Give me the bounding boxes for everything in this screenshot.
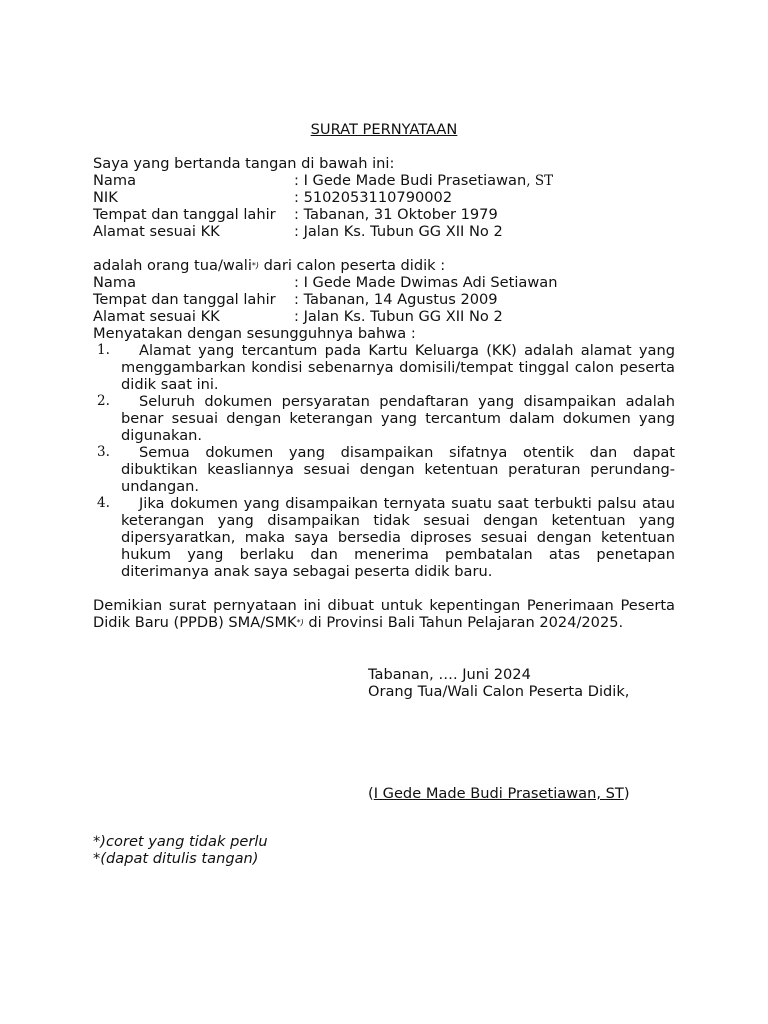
statement-item: 1. Alamat yang tercantum pada Kartu Keluarga (KK) adalah alamat yang menggambarkan kondisi sebenarnya domisili/tempat tinggal calon peserta didik saat ini. [97,342,675,393]
child-identity-section [93,257,675,580]
parent-identity-section [93,155,675,240]
parent-birth-row: Tempat dan tanggal lahir : Tabanan, 31 Oktober 1979 [93,206,498,223]
child-address-row: Alamat sesuai KK : Jalan Ks. Tubun GG XII No 2 [93,308,503,325]
relation-text: adalah orang tua/wali*) dari calon peserta didik : [93,257,446,274]
statement-item: 3. Semua dokumen yang disampaikan sifatnya otentik dan dapat dibuktikan keasliannya sesuai dengan ketentuan peraturan perundang-undangan. [97,444,675,495]
footnote-strike: *)coret yang tidak perlu [93,833,268,850]
signer-role: Orang Tua/Wali Calon Peserta Didik, [368,683,630,700]
statement-item: 2. Seluruh dokumen persyaratan pendaftaran yang disampaikan adalah benar sesuai dengan keterangan yang tercantum dalam dokumen yang digunakan. [97,393,675,444]
signer-name: (I Gede Made Budi Prasetiawan, ST) [368,785,630,802]
document-title: SURAT PERNYATAAN [310,121,458,138]
statement-item: 4. Jika dokumen yang disampaikan ternyata suatu saat terbukti palsu atau keterangan yang disampaikan tidak sesuai dengan ketentuan yang dipersyaratkan, maka saya bersedia diproses sesuai dengan ketentuan hukum yang berlaku dan menerima pembatalan atas penetapan diterimanya anak saya sebagai peserta didik baru. [97,495,675,580]
parent-name-row: Nama : I Gede Made Budi Prasetiawan, ST [93,172,554,189]
parent-address-row: Alamat sesuai KK : Jalan Ks. Tubun GG XII No 2 [93,223,503,240]
footnote-handwritten: *(dapat ditulis tangan) [93,850,259,867]
statement-list [93,342,675,580]
signature-block [368,666,629,700]
intro-text: Saya yang bertanda tangan di bawah ini: [93,155,395,172]
parent-nik-row: NIK : 5102053110790002 [93,189,453,206]
declare-intro: Menyatakan dengan sesungguhnya bahwa : [93,325,416,342]
child-name-row: Nama : I Gede Made Dwimas Adi Setiawan [93,274,558,291]
place-date: Tabanan, …. Juni 2024 [368,666,531,683]
closing-paragraph: Demikian surat pernyataan ini dibuat untuk kepentingan Penerimaan Peserta Didik Baru (PPDB) SMA/SMK*) di Provinsi Bali Tahun Pelajaran 2024/2025. [93,597,675,631]
child-birth-row: Tempat dan tanggal lahir : Tabanan, 14 Agustus 2009 [93,291,498,308]
